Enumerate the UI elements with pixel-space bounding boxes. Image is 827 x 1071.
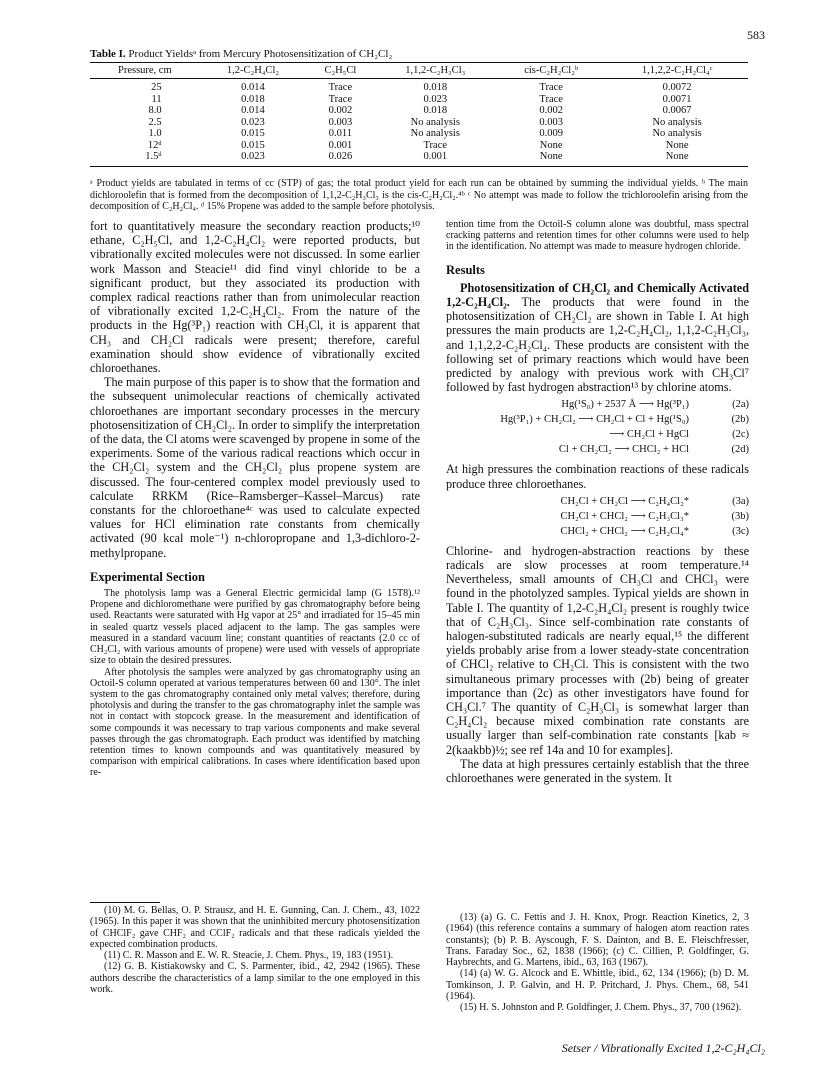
- subsection-title: Photosensitization of CH₂Cl₂ and Chemically Activated 1,2-C₂H₄Cl₂.: [446, 280, 749, 310]
- reference: (12) G. B. Kistiakowsky and C. S. Parmenter, ibid., 42, 2942 (1965). These authors describe the characteristics of a lamp similar to the one employed in this work.: [90, 961, 420, 996]
- table-cell: No analysis: [410, 116, 460, 128]
- table-cell: None: [665, 139, 689, 151]
- table-cell: None: [606, 151, 748, 166]
- right-column: [446, 219, 749, 785]
- body-text: The products that were found in the photosensitization of CH₂Cl₂ are shown in Table I. At high pressures the main products are 1,2-C₂H₄Cl₂, 1,1,2-C₂H₃Cl₃, and 1,1,2,2-C₂H₂Cl₄. These products are consistent with the following set of primary reactions which would have been predicted by analogy with previous work with CH₃Cl⁷ followed by fast hydrogen abstraction¹³ by chlorine atoms.: [446, 295, 749, 395]
- table-cell: 0.011: [328, 128, 352, 139]
- equation-text: Cl + CH₂Cl₂ ⟶ CHCl₂ + HCl: [558, 444, 689, 456]
- references-left: [90, 905, 420, 995]
- equation-text: CHCl₂ + CHCl₂ ⟶ C₂H₂Cl₄*: [560, 525, 689, 537]
- table-cell: Trace: [328, 93, 353, 105]
- reference: (13) (a) G. C. Fettis and J. H. Knox, Progr. Reaction Kinetics, 2, 3 (1964) (this reference contains a summary of halogen atom reaction rates constants); (b) P. B. Ayscough, F. S. Dainton, and B. E. Fleischfresser, Trans. Faraday Soc., 62, 1838 (1966); (c) C. Cillien, P. Goldfinger, G. Haybrechts, and G. Martens, ibid., 63, 163 (1967).: [446, 912, 749, 969]
- table-row: [90, 94, 748, 106]
- table-cell: 0.003: [539, 116, 563, 128]
- page-number: 583: [747, 28, 765, 42]
- table-cell: 0.002: [539, 105, 563, 116]
- experimental-paragraph: The photolysis lamp was a General Electric germicidal lamp (G 15T8).¹² Propene and dichloromethane were purified by gas chromatography before being used. Reactants were saturated with Hg vapor at 25° and irradiated for 15–45 min in sealed quartz vessels placed adjacent to the lamp. The gas samples were measured in a standard vacuum line; constant quantities of reactants (2.0 cc of CH₂Cl₂ with various amounts of propene) were used with vessels of appropriate size to obtain the desired pressures.: [90, 588, 420, 667]
- table-cell: 0.014: [241, 82, 265, 93]
- table-row: [90, 151, 748, 166]
- header-cis-c2h2cl2: cis-C₂H₂Cl₂ᵇ: [496, 63, 606, 79]
- body-paragraph: fort to quantitatively measure the secondary reaction products;¹⁰ ethane, C₂H₅Cl, and 1,2-C₂H₄Cl₂ were reported products, but vibrationally excited molecules were not discussed. In some earlier work Masson and Steacie¹¹ did find vinyl chloride to be a significant product, but they associated its production with complex radical reactions rather than from unimolecular reaction of vibrationally excited 1,2-C₂H₄Cl₂. From the nature of the products in the Hg(³P₁) reaction with CH₃Cl, it is apparent that CH₃ and CH₂Cl radicals were present; therefore, careful examination should show evidence of vibrationally excited chloroethanes.: [90, 219, 420, 376]
- table-cell: Trace: [423, 139, 448, 151]
- table-cell: 0.023: [200, 151, 307, 166]
- table-cell: 11: [151, 93, 162, 105]
- experimental-paragraph: tention time from the Octoil-S column alone was doubtful, mass spectral cracking patterns and retention times for other columns were used to help in the identification. No attempt was made to measure hydrogen chloride.: [446, 219, 749, 253]
- table-cell: 0.001: [328, 139, 353, 151]
- table-cell: 0.018: [241, 93, 265, 105]
- table-cell: 8.0: [148, 105, 162, 116]
- body-paragraph: At high pressures the combination reactions of these radicals produce three chloroethanes.: [446, 462, 749, 491]
- equation: [446, 495, 749, 510]
- table-label: Table I.: [90, 48, 126, 60]
- header-c2h5cl: C₂H₅Cl: [306, 63, 374, 79]
- table-caption-text: Product Yieldsᵃ from Mercury Photosensitization of CH₂Cl₂: [128, 48, 393, 60]
- reference: (10) M. G. Bellas, O. P. Strausz, and H. E. Gunning, Can. J. Chem., 43, 1022 (1965). In this paper it was shown that the uninhibited mercury photosensitization of CHClF₂ gave CHF₂ and CClF₂ radicals and that these radicals yielded the expected combination products.: [90, 905, 420, 950]
- table-cell: 0.003: [328, 116, 353, 128]
- table-cell: 0.002: [328, 105, 353, 116]
- table-cell: 1.5ᵈ: [90, 151, 200, 166]
- table-cell: 0.014: [241, 105, 265, 116]
- table-cell: 12ᵈ: [147, 139, 162, 151]
- table-cell: 0.001: [374, 151, 496, 166]
- reference: (14) (a) W. G. Alcock and E. Whittle, ibid., 62, 134 (1966); (b) D. M. Tomkinson, J. P. Galvin, and H. P. Pritchard, J. Phys. Chem., 68, 541 (1964).: [446, 968, 749, 1003]
- equation: [446, 413, 749, 428]
- table-cell: 0.0072: [662, 82, 692, 93]
- equation-number: (2d): [731, 444, 749, 456]
- table-cell: 0.023: [423, 93, 448, 105]
- table-cell: None: [496, 151, 606, 166]
- equation-text: ⟶ CH₂Cl + HgCl: [609, 429, 689, 441]
- table-row: [90, 140, 748, 152]
- header-c2h3cl3: 1,1,2-C₂H₃Cl₃: [374, 63, 496, 79]
- table-row: [90, 128, 748, 140]
- body-paragraph: [446, 281, 749, 395]
- product-yields-table: [90, 62, 748, 167]
- table-cell: No analysis: [652, 128, 702, 139]
- equation-number: (3c): [732, 525, 749, 537]
- table-cell: Trace: [328, 82, 353, 93]
- equation: [446, 525, 749, 540]
- reference: (11) C. R. Masson and E. W. R. Steacie, J. Chem. Phys., 19, 183 (1951).: [104, 950, 394, 962]
- equation: [446, 510, 749, 525]
- table-cell: 1.0: [148, 128, 162, 139]
- references-right: [446, 912, 749, 1014]
- section-heading-results: Results: [446, 262, 485, 277]
- table-cell: 0.0071: [662, 93, 692, 105]
- left-column: [90, 219, 420, 779]
- table-cell: None: [539, 139, 563, 151]
- body-paragraph: The data at high pressures certainly establish that the three chloroethanes were generated in the system. It: [446, 756, 749, 786]
- header-c2h2cl4: 1,1,2,2-C₂H₂Cl₄ᶜ: [606, 63, 748, 79]
- equation: [446, 443, 749, 458]
- header-c2h4cl2: 1,2-C₂H₄Cl₂: [200, 63, 307, 79]
- body-paragraph: The main purpose of this paper is to show that the formation and the subsequent unimolecular reactions of chemically activated chloroethanes are important secondary processes in the mercury photosensitization of CH₂Cl₂. In order to simplify the interpretation of the data, the Cl atoms were scavenged by propene in some of the experiments. Some of the various radical reactions which occur in the CH₂Cl₂ system and the CH₂Cl₂ plus propene system are discussed. The four-centered complex model previously used to calculate RRKM (Rice–Ramsberger–Kassel–Marcus) rate constants for the chloroethane⁴ᶜ was used to calculate expected values for HCl elimination rate constants from chemically activated (90 kcal mole⁻¹) n-chloropropane and 1,3-dichloro-2-methylpropane.: [90, 375, 420, 560]
- equation-text: CH₂Cl + CHCl₂ ⟶ C₂H₃Cl₃*: [560, 510, 689, 522]
- section-heading-experimental: Experimental Section: [90, 569, 205, 584]
- table-cell: Trace: [539, 93, 563, 105]
- table-row: [90, 79, 748, 94]
- table-cell: 0.0067: [662, 105, 692, 116]
- equation-number: (3b): [731, 510, 749, 522]
- table-cell: 0.015: [241, 128, 265, 139]
- reference: (15) H. S. Johnston and P. Goldfinger, J. Chem. Phys., 37, 700 (1962).: [460, 1002, 742, 1014]
- table-cell: No analysis: [410, 128, 460, 139]
- table-row: [90, 117, 748, 129]
- table-row: [90, 105, 748, 117]
- equation-text: Hg(¹S₀) + 2537 Å ⟶ Hg(³P₁): [561, 399, 689, 411]
- equation-number: (2b): [731, 414, 749, 426]
- equation-number: (3a): [732, 495, 749, 507]
- table-caption: [90, 48, 392, 60]
- footnote-rule: [90, 902, 160, 903]
- table-cell: 0.015: [241, 139, 265, 151]
- body-paragraph: Chlorine- and hydrogen-abstraction reactions by these radicals are slow processes at room temperature.¹⁴ Nevertheless, small amounts of CH₃Cl and CHCl₃ were found in the photolyzed samples. Typical yields are shown in Table I. The quantity of 1,2-C₂H₄Cl₂ present is roughly twice that of C₂H₃Cl₃. Since self-combination rate constants of halogen-substituted radicals are nearly equal,¹⁵ the different yields probably arise from a lower steady-state concentration of CHCl₂ relative to CH₂Cl. This is consistent with the two simultaneous primary processes with (2b) being of greater importance than (2c) as other investigators have found for CH₃Cl.⁷ The quantity of C₂H₃Cl₃ is somewhat larger than C₂H₄Cl₂ because mixed combination rate constants are usually larger than self-combination rate constants [kab ≈ 2(kaakbb)½; see ref 14a and 10 for examples].: [446, 543, 749, 757]
- table-cell: No analysis: [652, 116, 702, 128]
- equation-block-2: [446, 398, 749, 458]
- table-cell: Trace: [539, 82, 563, 93]
- table-header-row: [90, 63, 748, 79]
- header-pressure: Pressure, cm: [90, 63, 200, 79]
- equation-block-3: [446, 495, 749, 540]
- table-cell: 2.5: [148, 116, 162, 128]
- table-cell: 0.018: [423, 82, 448, 93]
- equation-text: Hg(³P₁) + CH₂Cl₂ ⟶ CH₂Cl + Cl + Hg(¹S₀): [500, 414, 689, 426]
- table-cell: 25: [151, 82, 162, 93]
- table-cell: 0.023: [241, 116, 265, 128]
- table-cell: 0.026: [306, 151, 374, 166]
- equation-number: (2c): [732, 429, 749, 441]
- experimental-paragraph: After photolysis the samples were analyzed by gas chromatography using an Octoil-S column operated at various temperatures between 60 and 130°. The inlet system to the gas chromatography contained only metal valves; therefore, during photolysis and during the transfer to the gas chromatography inlet the sample was not in contact with stopcock grease. In the measurement and identification of some compounds it was necessary to trap various components and make several passes through the gas chromatograph. Each product was identified by matching retention times to known compounds and was quantitatively measured by comparison with empirical calibrations. In cases where identification based upon re-: [90, 666, 420, 779]
- equation-text: CH₂Cl + CH₂Cl ⟶ C₂H₄Cl₂*: [560, 495, 689, 507]
- equation-number: (2a): [732, 399, 749, 411]
- equation: [446, 398, 749, 413]
- table-cell: 0.018: [423, 105, 448, 116]
- table-footnote: ᵃ Product yields are tabulated in terms of cc (STP) of gas; the total product yield for each run can be obtained by summing the individual yields. ᵇ The main dichloroolefin that is formed from the decomposition of 1,1,2-C₂H₃Cl₃ is the cis-C₂H₂Cl₂.⁴ᵇ ᶜ No attempt was made to follow the trichloroolefin arising from the decomposition of C₂H₂Cl₄. ᵈ 15% Propene was added to the sample before photolysis.: [90, 178, 748, 212]
- equation: [446, 428, 749, 443]
- running-footer: Setser / Vibrationally Excited 1,2-C₂H₄Cl₂: [561, 1041, 765, 1055]
- table-cell: 0.009: [539, 128, 563, 139]
